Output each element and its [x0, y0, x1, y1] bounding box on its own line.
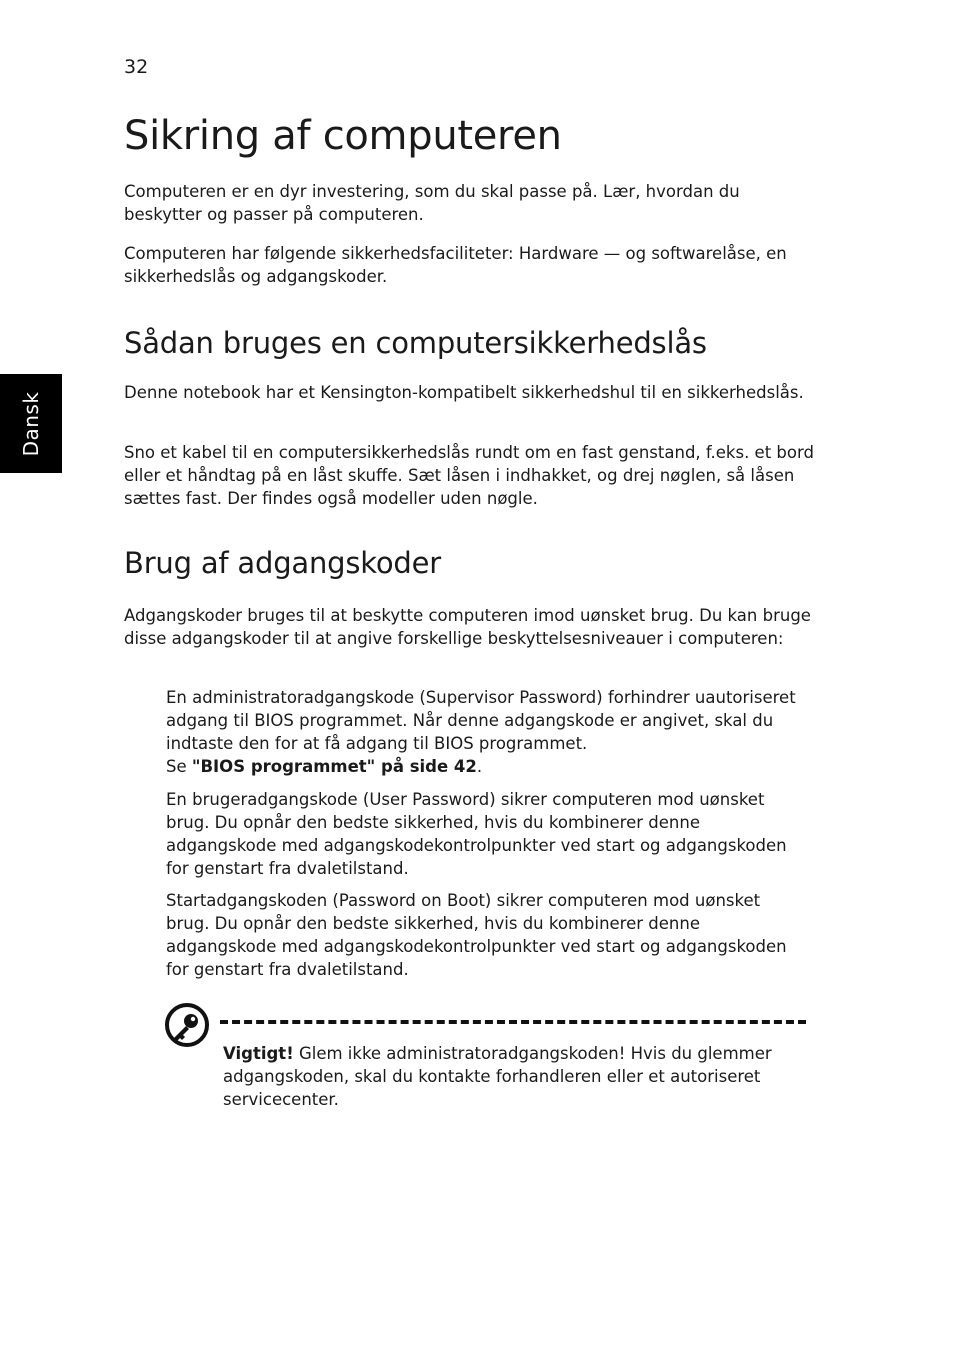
lock-paragraph-1: Denne notebook har et Kensington-kompatibelt sikkerhedshul til en sikkerhedslås. — [124, 383, 804, 402]
lock-paragraph-2: Sno et kabel til en computersikkerhedslås rundt om en fast genstand, f.eks. et bord eller et håndtag på en låst skuffe. Sæt låsen i indhakket, og drej nøglen, så låsen sættes fast. Der findes også modeller uden nøgle. — [124, 443, 814, 508]
important-note — [223, 1042, 803, 1111]
bios-reference-link[interactable]: "BIOS programmet" på side 42 — [191, 757, 477, 776]
page-title: Sikring af computeren — [124, 113, 562, 159]
passwords-intro: Adgangskoder bruges til at beskytte computeren imod uønsket brug. Du kan bruge disse adgangskoder til at angive forskellige beskyttelsesniveauer i computeren: — [124, 606, 811, 648]
intro-paragraph-1: Computeren er en dyr investering, som du skal passe på. Lær, hvordan du beskytter og passer på computeren. — [124, 182, 740, 224]
language-tab-label: Dansk — [19, 391, 43, 456]
boot-password-item: Startadgangskoden (Password on Boot) sikrer computeren mod uønsket brug. Du opnår den bedste sikkerhed, hvis du kombinerer denne adgangskode med adgangskodekontrolpunkter ved start og adgangskoden for genstart fra dvaletilstand. — [166, 891, 787, 979]
note-text: Glem ikke administratoradgangskoden! Hvis du glemmer adgangskoden, skal du kontakte forhandleren eller et autoriseret servicecenter. — [223, 1044, 772, 1109]
see-reference: Se — [166, 757, 187, 776]
key-icon — [164, 1002, 210, 1048]
user-password-item: En brugeradgangskode (User Password) sikrer computeren mod uønsket brug. Du opnår den bedste sikkerhed, hvis du kombinerer denne adgangskode med adgangskodekontrolpunkter ved start og adgangskoden for genstart fra dvaletilstand. — [166, 790, 787, 878]
language-tab — [0, 374, 62, 473]
supervisor-password-text: En administratoradgangskode (Supervisor Password) forhindrer uautoriseret adgang til BIOS programmet. Når denne adgangskode er angivet, skal du indtaste den for at få adgang til BIOS programmet. — [166, 688, 796, 753]
supervisor-password-item — [166, 686, 806, 778]
section-heading-passwords: Brug af adgangskoder — [124, 546, 441, 580]
note-label: Vigtigt! — [223, 1044, 294, 1063]
page-number: 32 — [124, 56, 149, 78]
section-heading-lock: Sådan bruges en computersikkerhedslås — [124, 326, 707, 360]
intro-paragraph-2: Computeren har følgende sikkerhedsfaciliteter: Hardware — og softwarelåse, en sikkerhedslås og adgangskoder. — [124, 244, 787, 286]
reference-period: . — [476, 757, 483, 776]
note-divider — [220, 1020, 806, 1024]
